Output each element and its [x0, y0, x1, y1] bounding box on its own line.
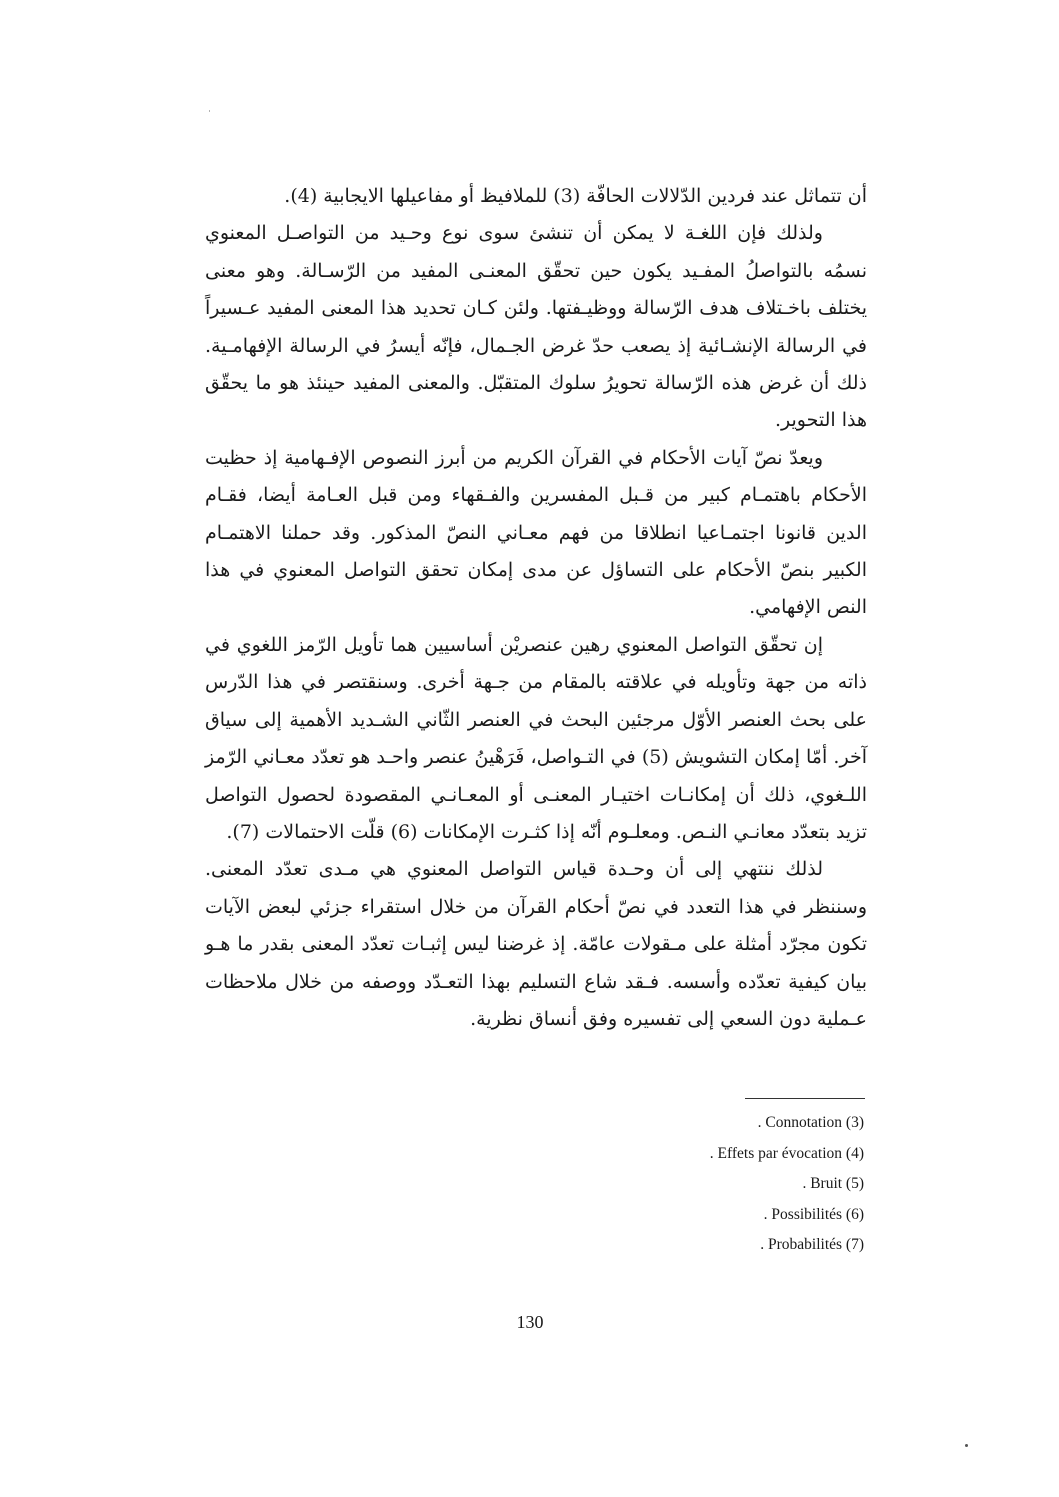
footnote-6: . Possibilités (6)	[763, 1205, 864, 1223]
footnotes	[560, 1108, 864, 1261]
scan-speck	[965, 1444, 968, 1447]
paragraph-3: ويعدّ نصّ آيات الأحكام في القرآن الكريم من أبرز النصوص الإفـهامية إذ حظيت الأحكام باهتمـام كبير من قـبل المفسرين والفـقهاء ومن قبل العـامة أيضا، فقـام الدين قانونا اجتمـاعيا انطلاقا من فهم معـاني النصّ المذكور. وقد حملنا الاهتمـام الكبير بنصّ الأحكام على التساؤل عن مدى إمكان تحقق التواصل المعنوي في هذا النص الإفهامي.	[205, 446, 867, 619]
body-text	[205, 178, 867, 1038]
footnote-3: . Connotation (3)	[757, 1114, 864, 1131]
footnote-5: . Bruit (5)	[802, 1175, 864, 1193]
page-number: 130	[516, 1312, 544, 1332]
footnote-4: . Effets par évocation (4)	[709, 1144, 864, 1162]
footnote-separator	[745, 1098, 865, 1099]
paragraph-2: ولذلك فإن اللغـة لا يمكن أن تنشئ سوى نوع وحـيد من التواصـل المعنوي نسمُه بالتواصلُ المفـيد يكون حين تحقّق المعنـى المفيد من الرّسـالة. وهو معنى يختلف باخـتلاف هدف الرّسالة ووظيـفتها. ولئن كـان تحديد هذا المعنى المفيد عـسيراً في الرسالة الإنشـائية إذ يصعب حدّ غرض الجـمال، فإنّه أيسرُ في الرسالة الإفهامـية. ذلك أن غرض هذه الرّسالة تحويرُ سلوك المتقبّل. والمعنى المفيد حينئذ هو ما يحقّق هذا التحوير.	[205, 222, 867, 432]
paragraph-1: أن تتماثل عند فردين الدّلالات الحافّة (3) للملافيظ أو مفاعيلها الايجابية (4).	[284, 185, 867, 207]
paragraph-5: لذلك ننتهي إلى أن وحـدة قياس التواصل المعنوي هي مـدى تعدّد المعنى. وسننظر في هذا التعدد في نصّ أحكام القرآن من خلال استقراء جزئي لبعض الآيات تكون مجرّد أمثلة على مـقولات عامّة. إذ غرضنا ليس إثبـات تعدّد المعنى بقدر ما هـو بيان كيفية تعدّده وأسسه. فـقد شاع التسليم بهذا التعـدّد ووصفه من خلال ملاحظات عـملية دون السعي إلى تفسيره وفق أنساق نظرية.	[205, 858, 867, 1030]
paragraph-4: إن تحقّق التواصل المعنوي رهين عنصريْن أساسيين هما تأويل الرّمز اللغوي في ذاته من جهة وتأويله في علاقته بالمقام من جـهة أخرى. وسنقتصر في هذا الدّرس على بحث العنصر الأوّل مرجئين البحث في العنصر الثّاني الشـديد الأهمية إلى سياق آخر. أمّا إمكان التشويش (5) في التـواصل، فَرَهْينُ عنصر واحـد هو تعدّد معـاني الرّمز اللـغوي، ذلك أن إمكانـات اختيـار المعنـى أو المعـانـي المقصودة لحصول التواصل تزيد بتعدّد معانـي النـص. ومعلـوم أنّه إذا كثـرت الإمكانات (6) قلّت الاحتمالات (7).	[205, 633, 867, 843]
scan-speck	[209, 110, 210, 112]
footnote-7: . Probabilités (7)	[760, 1236, 864, 1254]
